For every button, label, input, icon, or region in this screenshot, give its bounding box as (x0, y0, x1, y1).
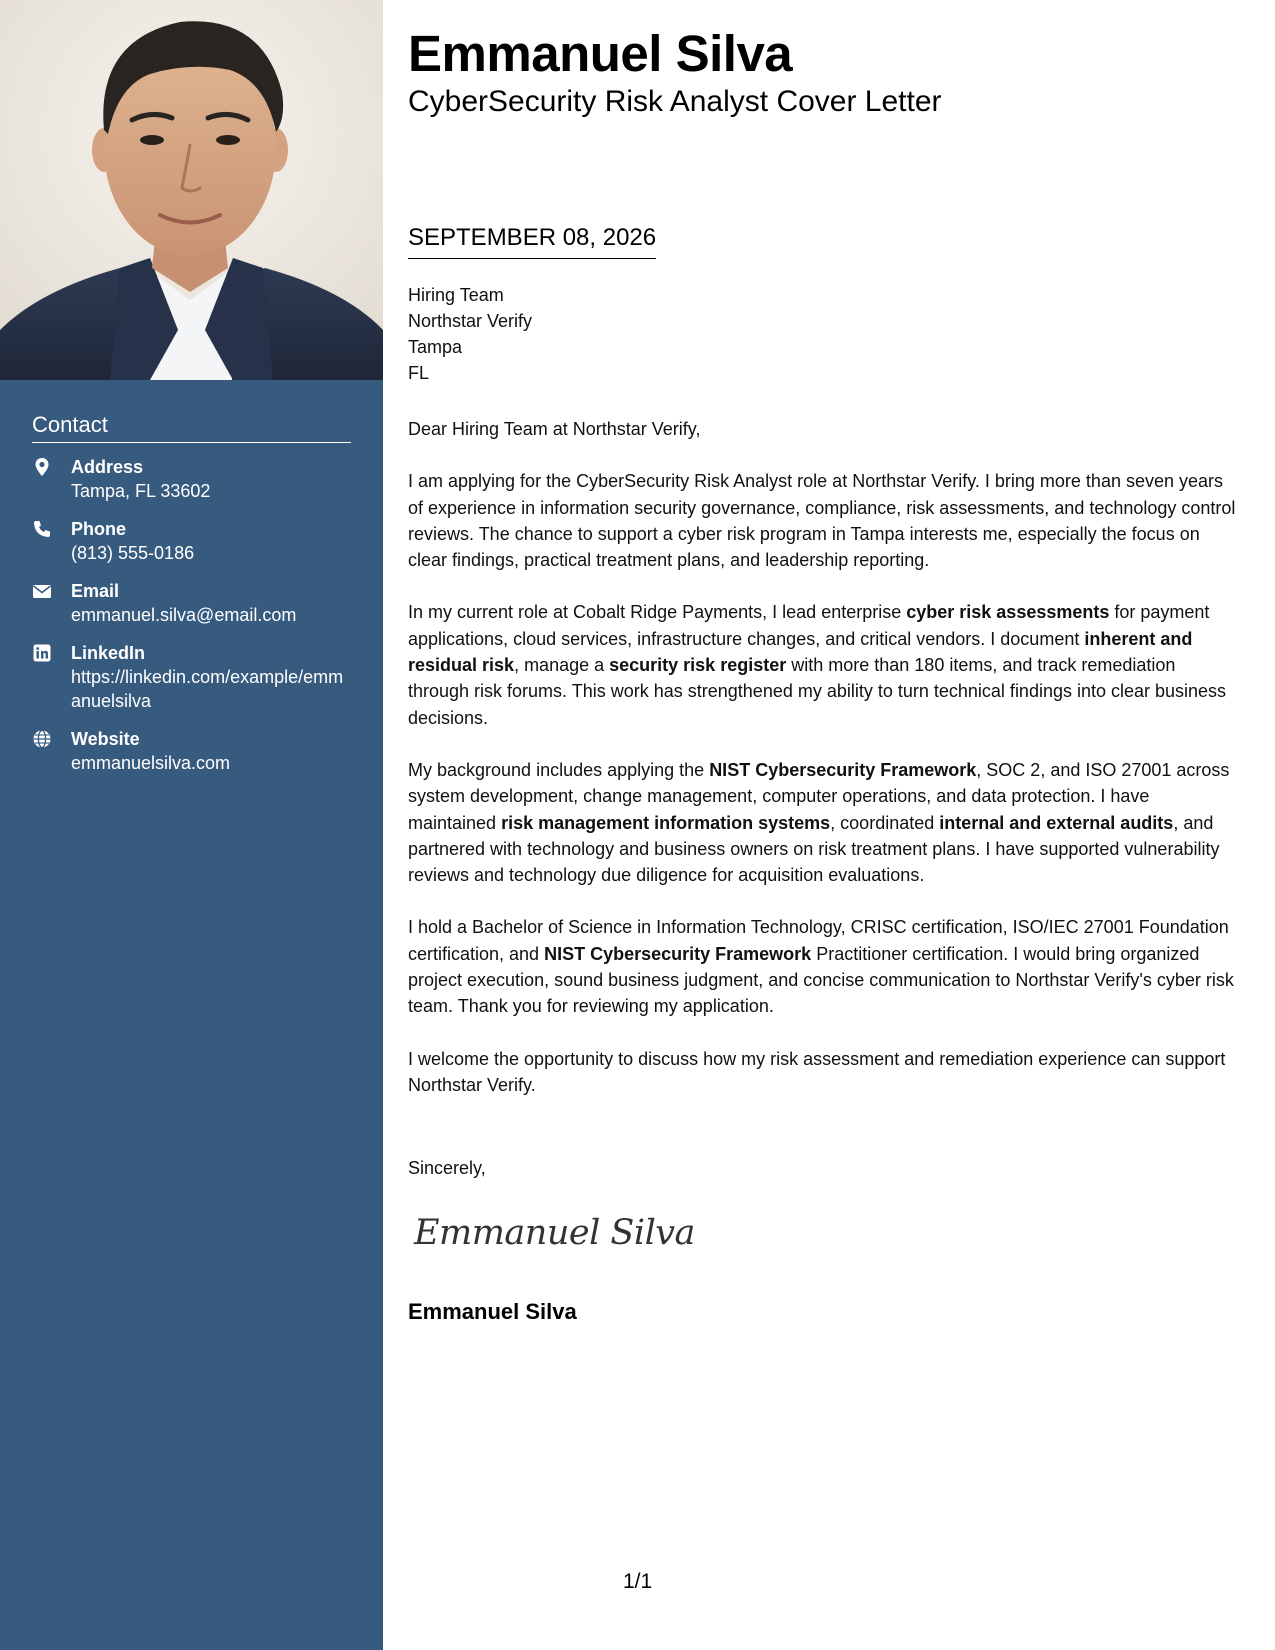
sidebar (0, 0, 383, 1650)
body-text: I welcome the opportunity to discuss how my risk assessment and remediation experience can support Northstar Verify. (408, 1048, 1226, 1095)
emphasis-text: cyber risk assessments (906, 602, 1110, 623)
body-text: Practitioner certification. I would bring organized project execution, sound business judgment, and concise communication to Northstar Verify's cyber risk team. Thank you for reviewing my application. (408, 943, 1234, 1017)
emphasis-text: NIST Cybersecurity Framework (544, 943, 812, 964)
letter-paragraph (408, 599, 1240, 730)
contact-email (32, 579, 352, 627)
contact-label: Email (71, 581, 120, 601)
recipient-line: Hiring Team (408, 285, 504, 305)
contact-value[interactable]: https://linkedin.com/example/emmanuelsilva (71, 667, 344, 711)
contact-address (32, 455, 352, 503)
body-text: for payment applications, cloud services, infrastructure changes, and critical vendors. I document (408, 602, 1210, 649)
emphasis-text: internal and external audits (939, 812, 1174, 833)
contact-linkedin (32, 641, 352, 713)
applicant-name: Emmanuel Silva (408, 25, 793, 82)
body-text: My background includes applying the (408, 759, 710, 780)
profile-photo (0, 0, 383, 380)
letter-paragraph (408, 1046, 1240, 1099)
body-text: , manage a (514, 655, 610, 676)
signer-name: Emmanuel Silva (408, 1299, 577, 1324)
contact-heading: Contact (32, 412, 351, 443)
envelope-icon (32, 581, 52, 601)
emphasis-text: risk management information systems (501, 812, 831, 833)
globe-icon (32, 729, 52, 749)
page-number: 1/1 (623, 1570, 653, 1593)
contact-list (32, 455, 352, 789)
signature-text: Emmanuel Silva (414, 1213, 695, 1253)
contact-label: Website (71, 729, 140, 749)
contact-label: Address (71, 457, 144, 477)
body-text: , SOC 2, and ISO 27001 across system development, change management, computer operations, and data protection. I have maintained (408, 759, 1230, 833)
emphasis-text: security risk register (609, 655, 787, 676)
signature-image (414, 1213, 695, 1253)
document-title: CyberSecurity Risk Analyst Cover Letter (408, 85, 942, 118)
recipient-line: FL (408, 363, 430, 383)
salutation: Dear Hiring Team at Northstar Verify, (408, 419, 701, 439)
contact-label: Phone (71, 519, 127, 539)
letter-paragraph (408, 757, 1240, 888)
letter-body (408, 416, 1240, 1124)
contact-value[interactable]: emmanuelsilva.com (71, 753, 231, 773)
contact-website (32, 727, 352, 775)
phone-icon (32, 519, 52, 539)
body-text: In my current role at Cobalt Ridge Payments, I lead enterprise (408, 602, 907, 623)
letter-paragraph (408, 914, 1240, 1019)
map-pin-icon (32, 457, 52, 477)
body-text: I am applying for the CyberSecurity Risk Analyst role at Northstar Verify. I bring more than seven years of experience in information security governance, compliance, risk assessments, and technology control reviews. The chance to support a cyber risk program in Tampa interests me, especially the focus on clear findings, practical treatment plans, and leadership reporting. (408, 471, 1236, 571)
body-text: , coordinated (830, 812, 940, 833)
emphasis-text: inherent and residual risk (408, 628, 1193, 676)
body-text: I hold a Bachelor of Science in Information Technology, CRISC certification, ISO/IEC 27001 Foundation certification, and (408, 917, 1229, 964)
letter-date: SEPTEMBER 08, 2026 (408, 222, 656, 259)
linkedin-icon (32, 643, 52, 663)
body-text: with more than 180 items, and track remediation through risk forums. This work has strengthened my ability to turn technical findings into clear business decisions. (408, 655, 1227, 728)
closing: Sincerely, (408, 1158, 486, 1178)
contact-value: Tampa, FL 33602 (71, 481, 211, 501)
letter-paragraph (408, 468, 1240, 573)
contact-phone (32, 517, 352, 565)
letter-paragraphs (408, 468, 1240, 1098)
contact-label: LinkedIn (71, 643, 146, 663)
recipient-block (408, 282, 532, 386)
contact-value: emmanuel.silva@email.com (71, 605, 297, 625)
body-text: , and partnered with technology and business owners on risk treatment plans. I have supported vulnerability reviews and technology due diligence for acquisition evaluations. (408, 812, 1220, 886)
recipient-line: Northstar Verify (408, 311, 533, 331)
contact-value: (813) 555-0186 (71, 543, 195, 563)
emphasis-text: NIST Cybersecurity Framework (709, 759, 977, 780)
recipient-line: Tampa (408, 337, 463, 357)
